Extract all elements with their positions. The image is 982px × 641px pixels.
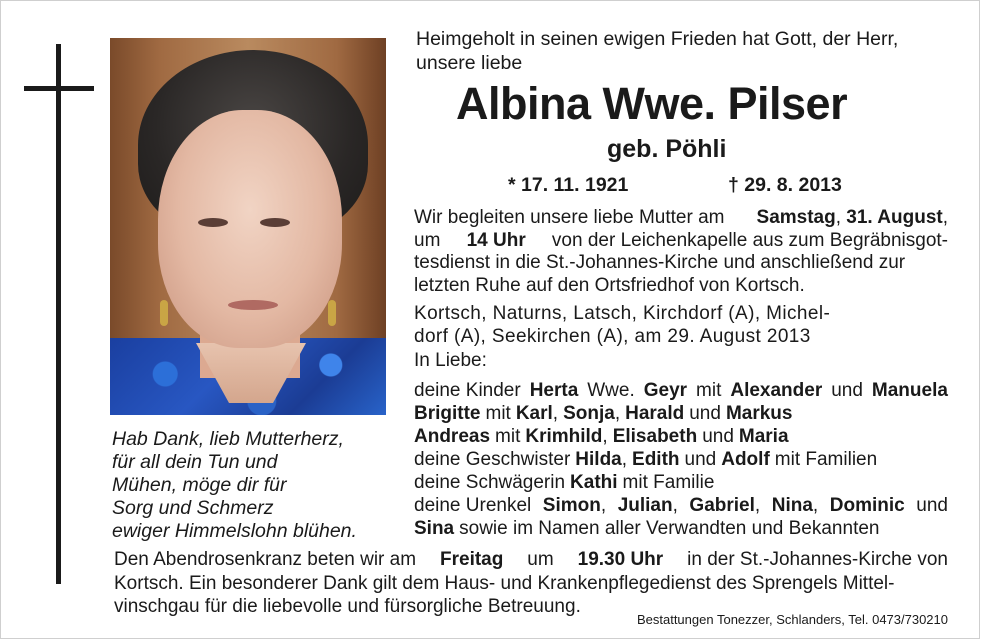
cross-icon bbox=[56, 44, 61, 584]
death-date: † 29. 8. 2013 bbox=[728, 174, 842, 196]
birth-date: * 17. 11. 1921 bbox=[508, 174, 629, 196]
rosary-info: Den Abendrosenkranz beten wir am Freitag um 19.30 Uhr in der St.-Johannes-Kirche von Kortsch. Ein besonderer Dank gilt dem Haus- und Krankenpflegedienst des Sprengels Mittel- vinschgau für die liebevolle und fürsorgliche Betreuung. bbox=[114, 549, 948, 617]
family-row: deine Schwägerin Kathi mit Familie bbox=[414, 472, 715, 493]
maiden-name: geb. Pöhli bbox=[607, 135, 727, 163]
portrait-photo bbox=[110, 38, 386, 415]
poem-line: ewiger Himmelslohn blühen. bbox=[112, 520, 357, 542]
undertaker-contact: Bestattungen Tonezzer, Schlanders, Tel. 0473/730210 bbox=[636, 612, 948, 627]
memorial-poem bbox=[112, 428, 357, 543]
family-row: Sina sowie im Namen aller Verwandten und Bekannten bbox=[414, 518, 880, 539]
intro-text: Heimgeholt in seinen ewigen Frieden hat Gott, der Herr, unsere liebe bbox=[416, 28, 899, 74]
family-row: deine Kinder Herta Wwe. Geyr mit Alexander und Manuela bbox=[414, 380, 948, 401]
funeral-info: Wir begleiten unsere liebe Mutter am Samstag, 31. August, um 14 Uhr von der Leichenkapelle aus zum Begräbnisgot- tesdienst in die St.-Johannes-Kirche und anschließend zur letzten Ruhe auf den Ortsfriedhof von Kortsch. bbox=[414, 207, 948, 296]
family-list bbox=[414, 379, 948, 540]
places-date: Kortsch, Naturns, Latsch, Kirchdorf (A), Michel- dorf (A), Seekirchen (A), am 29. August 2013 bbox=[414, 303, 831, 347]
family-row: deine Urenkel Simon, Julian, Gabriel, Nina, Dominic und bbox=[414, 495, 948, 516]
family-row: deine Geschwister Hilda, Edith und Adolf mit Familien bbox=[414, 449, 878, 470]
poem-line: Hab Dank, lieb Mutterherz, bbox=[112, 428, 344, 450]
poem-line: für all dein Tun und bbox=[112, 451, 278, 473]
poem-line: Mühen, möge dir für bbox=[112, 474, 287, 496]
in-liebe-label: In Liebe: bbox=[414, 350, 487, 371]
cross-icon-bar bbox=[24, 86, 94, 91]
poem-line: Sorg und Schmerz bbox=[112, 497, 274, 519]
family-row: Brigitte mit Karl, Sonja, Harald und Markus bbox=[414, 403, 793, 424]
family-row: Andreas mit Krimhild, Elisabeth und Maria bbox=[414, 426, 789, 447]
deceased-name: Albina Wwe. Pilser bbox=[456, 78, 848, 129]
